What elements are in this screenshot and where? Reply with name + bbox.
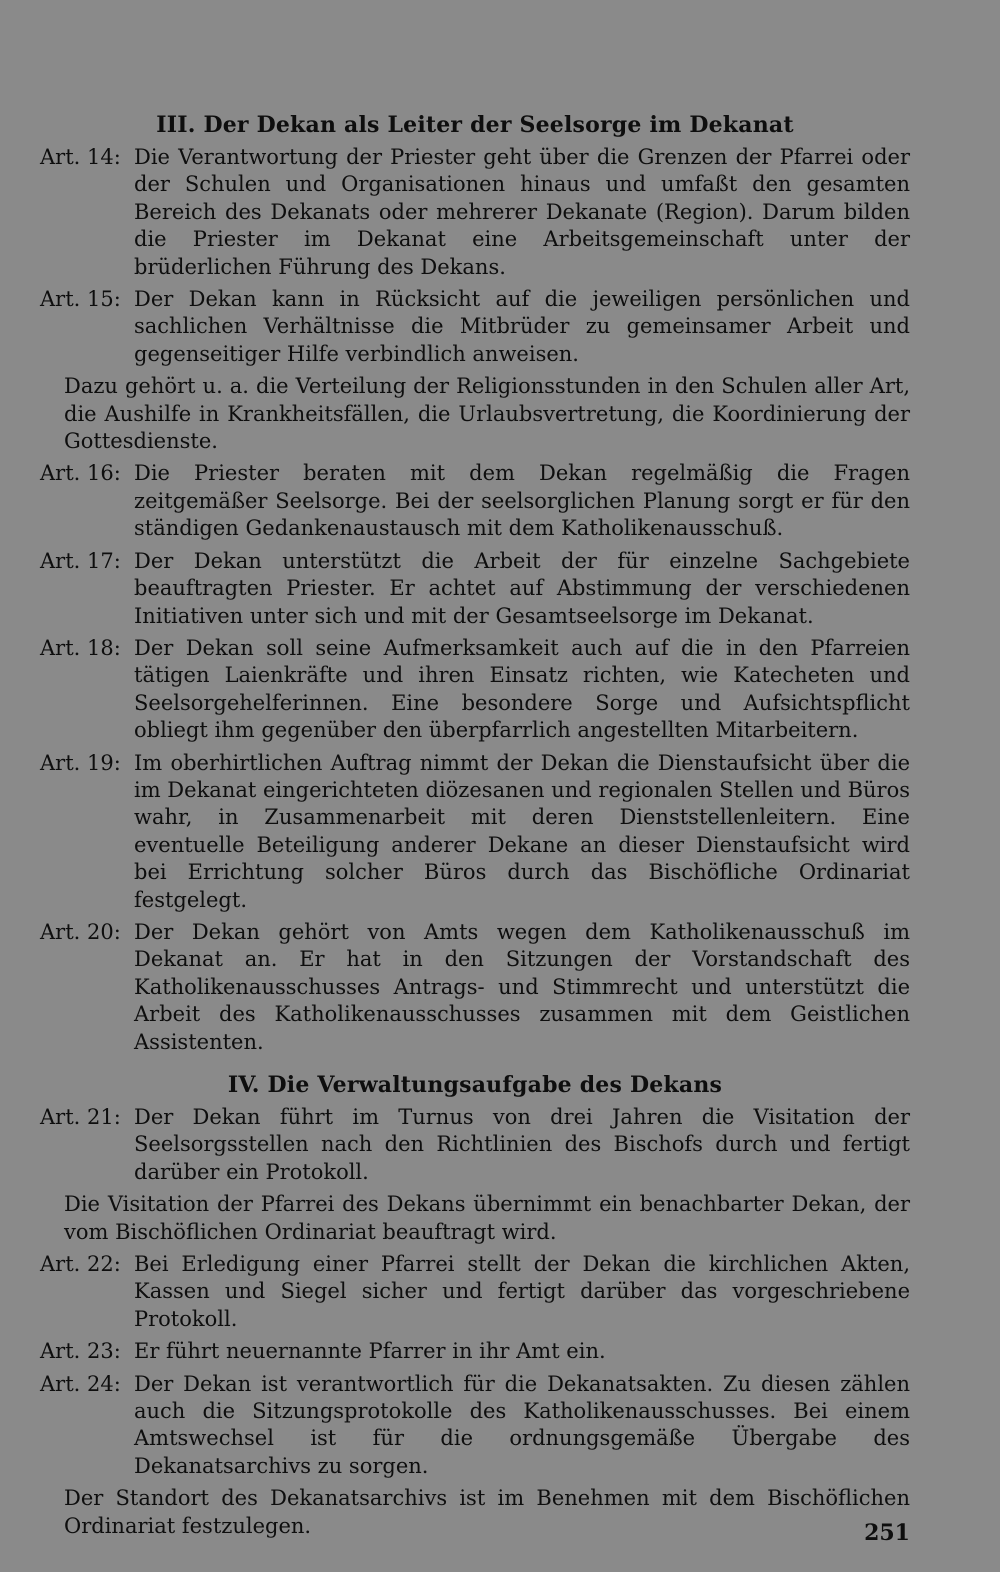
article-number: Art. 22: <box>40 1252 121 1277</box>
article-text: Bei Erledigung einer Pfarrei stellt der Dekan die kirchlichen Akten, Kassen und Siegel sicher und fertigt darüber das vorgeschriebene Protokoll. <box>134 1252 910 1331</box>
article-number: Art. 18: <box>40 635 121 660</box>
article-text: Der Dekan ist verantwortlich für die Dekanatsakten. Zu diesen zählen auch die Sitzungsprotokolle des Katholikenausschusses. Bei einem Amtswechsel ist für die ordnungsgemäße Übergabe des Dekanatsarchivs zu sorgen. <box>134 1371 910 1478</box>
article-text: Die Verantwortung der Priester geht über die Grenzen der Pfarrei oder der Schulen und Organisationen hinaus und umfaßt den gesamten Bereich des Dekanats oder mehrerer Dekanate (Region). Darum bilden die Priester im Dekanat eine Arbeitsgemeinschaft unter der brüderlichen Führung des Dekans. <box>134 145 910 279</box>
article-19 <box>40 750 910 914</box>
article-text: Im oberhirtlichen Auftrag nimmt der Dekan die Dienstaufsicht über die im Dekanat eingerichteten diözesanen und regionalen Stellen und Büros wahr, in Zusammenarbeit mit deren Dienststellenleitern. Eine eventuelle Beteiligung anderer Dekane an dieser Dienstaufsicht wird bei Errichtung solcher Büros durch das Bischöfliche Ordinariat festgelegt. <box>134 750 910 912</box>
article-24 <box>40 1371 910 1481</box>
article-17 <box>40 548 910 630</box>
article-number: Art. 19: <box>40 750 121 775</box>
section-heading-iv: IV. Die Verwaltungsaufgabe des Dekans <box>227 1072 723 1098</box>
article-number: Art. 21: <box>40 1105 121 1129</box>
article-14 <box>40 144 910 281</box>
article-text: Der Dekan unterstützt die Arbeit der für einzelne Sachgebiete beauftragten Priester. Er achtet auf Abstimmung der verschiedenen Initiativen unter sich und mit der Gesamtseelsorge im Dekanat. <box>134 548 910 628</box>
page-number: 251 <box>864 1520 910 1546</box>
article-number: Art. 24: <box>40 1371 121 1396</box>
article-20 <box>40 919 910 1056</box>
article-15 <box>40 286 910 368</box>
article-number: Art. 20: <box>40 919 121 944</box>
article-24-continuation: Der Standort des Dekanatsarchivs ist im Benehmen mit dem Bischöflichen Ordinariat festzulegen. <box>64 1486 910 1538</box>
article-15-continuation: Dazu gehört u. a. die Verteilung der Religionsstunden in den Schulen aller Art, die Aushilfe in Krankheitsfällen, die Urlaubsvertretung, die Koordinierung der Gottesdienste. <box>64 374 910 454</box>
article-21 <box>40 1104 910 1186</box>
article-text: Der Dekan kann in Rücksicht auf die jeweiligen persönlichen und sachlichen Verhältnisse die Mitbrüder zu gemeinsamer Arbeit und gegenseitiger Hilfe verbindlich anweisen. <box>134 287 910 366</box>
document-page <box>40 110 910 1545</box>
article-number: Art. 15: <box>40 287 121 312</box>
article-21-continuation: Die Visitation der Pfarrei des Dekans übernimmt ein benachbarter Dekan, der vom Bischöflichen Ordinariat beauftragt wird. <box>64 1192 910 1244</box>
article-23 <box>40 1338 910 1365</box>
article-text: Der Dekan soll seine Aufmerksamkeit auch auf die in den Pfarreien tätigen Laienkräfte und ihren Einsatz richten, wie Katecheten und Seelsorgehelferinnen. Eine besondere Sorge und Aufsichtspflicht obliegt ihm gegenüber den überpfarrlich angestellten Mitarbeitern. <box>134 635 910 743</box>
article-number: Art. 17: <box>40 548 121 573</box>
article-18 <box>40 635 910 745</box>
article-number: Art. 14: <box>40 145 121 169</box>
article-number: Art. 16: <box>40 461 121 486</box>
article-text: Der Dekan gehört von Amts wegen dem Katholikenausschuß im Dekanat an. Er hat in den Sitzungen der Vorstandschaft des Katholikenausschusses Antrags- und Stimmrecht und unterstützt die Arbeit des Katholikenausschusses zusammen mit dem Geistlichen Assistenten. <box>134 919 910 1054</box>
article-16 <box>40 460 910 542</box>
article-text: Die Priester beraten mit dem Dekan regelmäßig die Fragen zeitgemäßer Seelsorge. Bei der seelsorglichen Planung sorgt er für den ständigen Gedankenaustausch mit dem Katholikenausschuß. <box>134 461 910 541</box>
article-number: Art. 23: <box>40 1339 121 1364</box>
section-heading-iii: III. Der Dekan als Leiter der Seelsorge im Dekanat <box>156 112 794 138</box>
article-22 <box>40 1251 910 1333</box>
article-text: Der Dekan führt im Turnus von drei Jahren die Visitation der Seelsorgsstellen nach den Richtlinien des Bischofs durch und fertigt darüber ein Protokoll. <box>134 1105 910 1184</box>
article-text: Er führt neuernannte Pfarrer in ihr Amt ein. <box>134 1339 606 1364</box>
